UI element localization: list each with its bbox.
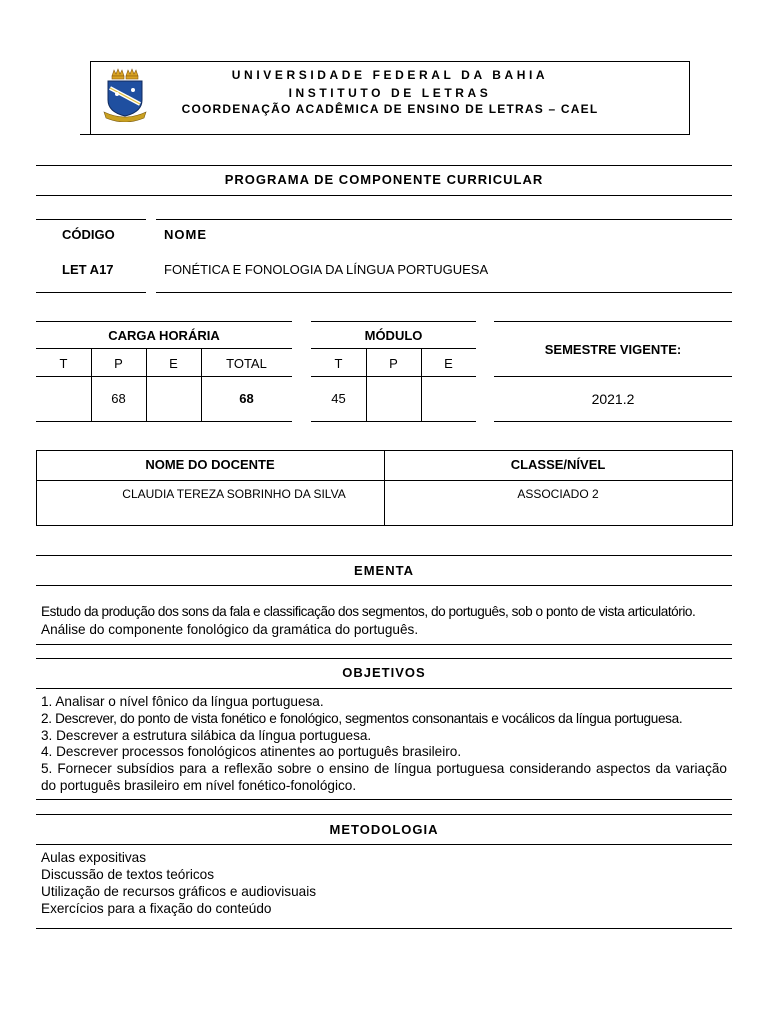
semester-top-rule — [494, 321, 732, 322]
workload-value-total: 68 — [239, 391, 254, 406]
semester-bottom-rule — [494, 421, 732, 422]
module-top-rule — [311, 321, 476, 322]
teacher-name-label: NOME DO DOCENTE — [145, 457, 275, 472]
module-col-p: P — [389, 356, 398, 371]
program-title-bottom-rule — [36, 195, 732, 196]
module-divider-2 — [421, 348, 422, 421]
metodologia-title: METODOLOGIA — [329, 822, 439, 837]
workload-col-p: P — [114, 356, 123, 371]
metodologia-bottom-rule — [36, 928, 732, 929]
component-name: FONÉTICA E FONOLOGIA DA LÍNGUA PORTUGUESA — [164, 262, 489, 277]
module-col-t: T — [334, 356, 343, 371]
ementa-title: EMENTA — [354, 563, 414, 578]
ufba-logo — [100, 66, 150, 122]
workload-mid-rule — [36, 348, 292, 349]
metodologia-item: Aulas expositivas — [41, 850, 147, 865]
code-name-top-rule-right — [156, 219, 732, 220]
metodologia-item: Discussão de textos teóricos — [41, 867, 215, 882]
teacher-name: CLAUDIA TEREZA SOBRINHO DA SILVA — [122, 487, 346, 501]
semester-label: SEMESTRE VIGENTE: — [544, 342, 682, 357]
objetivo-item: 1. Analisar o nível fônico da língua portuguesa. — [41, 694, 324, 709]
ementa-top-rule — [36, 555, 732, 556]
metodologia-top-rule — [36, 814, 732, 815]
teacher-class: ASSOCIADO 2 — [517, 487, 599, 501]
objetivos-bottom-rule — [36, 799, 732, 800]
code-name-bottom-rule-right — [156, 292, 732, 293]
university-name: UNIVERSIDADE FEDERAL DA BAHIA — [231, 68, 549, 82]
ementa-bottom-rule — [36, 644, 732, 645]
metodologia-item: Utilização de recursos gráficos e audiovisuais — [41, 884, 317, 899]
module-value-t: 45 — [331, 391, 346, 406]
metodologia-item: Exercícios para a fixação do conteúdo — [41, 901, 272, 916]
workload-col-e: E — [169, 356, 178, 371]
workload-top-rule — [36, 321, 292, 322]
module-title: MÓDULO — [364, 328, 423, 343]
code-name-bottom-rule-left — [36, 292, 146, 293]
coordination-name: COORDENAÇÃO ACADÊMICA DE ENSINO DE LETRAS – CAEL — [181, 102, 599, 116]
program-title: PROGRAMA DE COMPONENTE CURRICULAR — [224, 172, 544, 187]
objetivo-item: 3. Descrever a estrutura silábica da língua portuguesa. — [41, 728, 372, 743]
header-underline — [80, 134, 90, 135]
workload-col-total: TOTAL — [226, 356, 267, 371]
program-title-top-rule — [36, 165, 732, 166]
ementa-title-rule — [36, 585, 732, 586]
code-label: CÓDIGO — [62, 227, 115, 242]
metodologia-title-rule — [36, 844, 732, 845]
workload-divider-1 — [91, 348, 92, 421]
workload-col-t: T — [59, 356, 68, 371]
name-label: NOME — [164, 227, 207, 242]
objetivo-item: 5. Fornecer subsídios para a reflexão sobre o ensino de língua portuguesa considerando aspectos da variação do português brasileiro em nível fonético-fonológico. — [41, 761, 727, 793]
ufba-coat-of-arms-icon — [100, 66, 150, 122]
objetivo-item: 4. Descrever processos fonológicos atinentes ao português brasileiro. — [41, 744, 462, 759]
institute-name: INSTITUTO DE LETRAS — [288, 86, 492, 100]
module-divider-1 — [366, 348, 367, 421]
workload-title: CARGA HORÁRIA — [108, 328, 220, 343]
module-mid-rule — [311, 348, 476, 349]
objetivos-title-rule — [36, 688, 732, 689]
module-col-e: E — [444, 356, 453, 371]
objetivo-item: 2. Descrever, do ponto de vista fonético e fonológico, segmentos consonantais e vocálicos da língua portuguesa. — [41, 711, 683, 726]
workload-header-rule — [36, 376, 292, 377]
code-name-top-rule-left — [36, 219, 146, 220]
component-code: LET A17 — [62, 262, 114, 277]
module-bottom-rule — [311, 421, 476, 422]
module-header-rule — [311, 376, 476, 377]
workload-divider-2 — [146, 348, 147, 421]
teacher-class-label: CLASSE/NÍVEL — [510, 457, 606, 472]
workload-value-p: 68 — [111, 391, 126, 406]
workload-divider-3 — [201, 348, 202, 421]
ementa-line-1: Estudo da produção dos sons da fala e classificação dos segmentos, do português, sob o ponto de vista articulatório. — [41, 604, 696, 619]
objetivos-top-rule — [36, 658, 732, 659]
workload-bottom-rule — [36, 421, 292, 422]
objetivos-title: OBJETIVOS — [342, 665, 426, 680]
ementa-line-2: Análise do componente fonológico da gramática do português. — [41, 622, 419, 637]
semester-value: 2021.2 — [591, 391, 635, 407]
semester-mid-rule — [494, 376, 732, 377]
